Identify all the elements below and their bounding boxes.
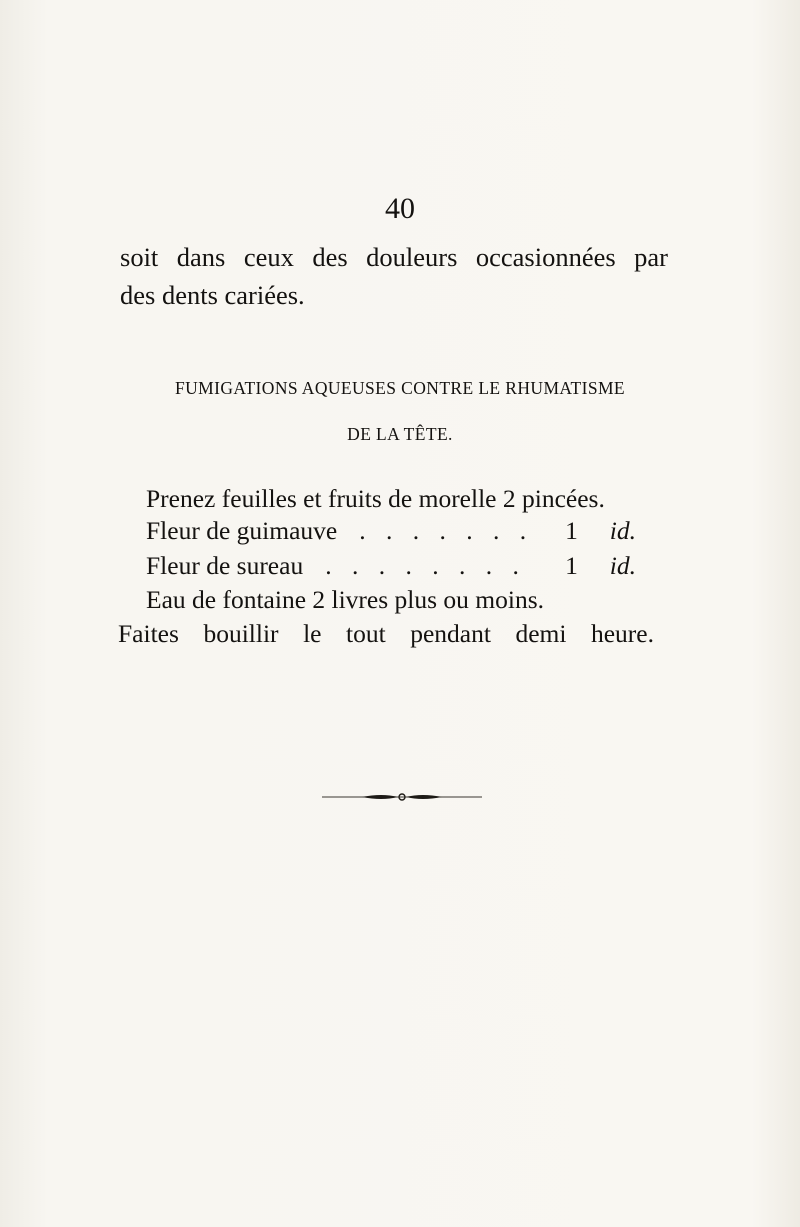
ingredient-quantity: 1 id.	[565, 516, 636, 545]
ornament-divider-icon	[322, 790, 482, 804]
recipe-line-sureau	[146, 551, 636, 581]
recipe-instruction: Faites bouillir le tout pendant demi heure.	[118, 619, 654, 648]
recipe-line-guimauve	[146, 516, 636, 546]
ingredient-name: Fleur de sureau	[146, 551, 304, 580]
leader-dots: . . . . . . .	[359, 516, 534, 545]
ingredient-quantity: 1 id.	[565, 551, 636, 580]
page-number: 40	[385, 192, 415, 225]
paragraph-line-2: des dents cariées.	[120, 280, 305, 310]
recipe-line-morelle: Prenez feuilles et fruits de morelle 2 pincées.	[146, 484, 605, 513]
leader-dots: . . . . . . . .	[325, 551, 526, 580]
section-heading-line-1: FUMIGATIONS AQUEUSES CONTRE LE RHUMATISME	[174, 378, 626, 398]
recipe-line-water: Eau de fontaine 2 livres plus ou moins.	[146, 585, 545, 614]
ingredient-name: Fleur de guimauve	[146, 516, 338, 545]
paragraph-line-1: soit dans ceux des douleurs occasionnées par	[120, 242, 668, 272]
section-heading-line-2: DE LA TÊTE.	[347, 424, 453, 444]
